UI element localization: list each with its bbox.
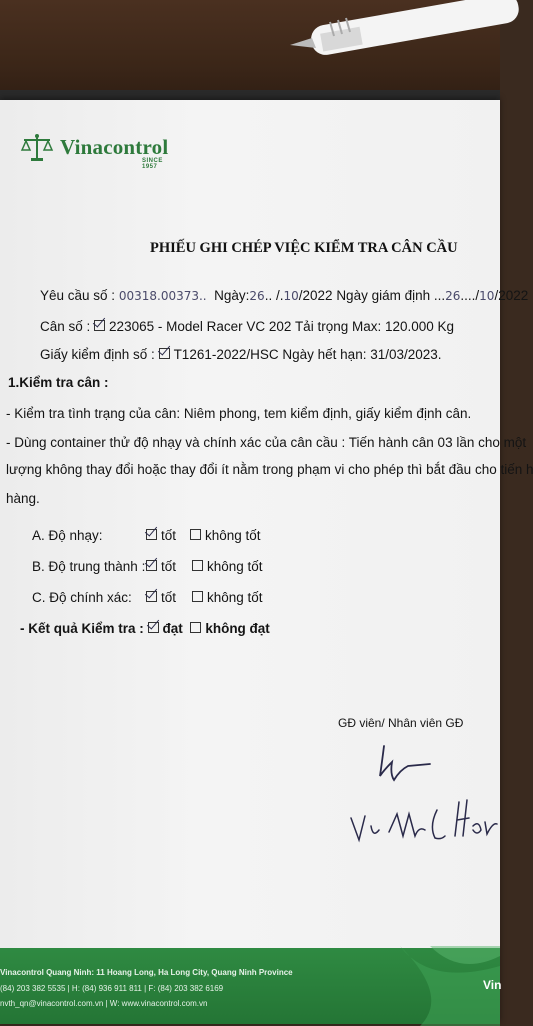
result-row [20, 621, 270, 636]
brand-since: SINCE 1957 [142, 158, 163, 170]
good-label: tốt [161, 528, 177, 543]
date-day: 26 [249, 289, 265, 303]
result-fail-checkbox[interactable] [190, 622, 201, 633]
checkbox-good[interactable] [146, 591, 157, 602]
footer-email-web: nvth_qn@vinacontrol.com.vn | W: www.vinacontrol.com.vn [0, 999, 208, 1008]
handwritten-name [345, 796, 500, 851]
checkbox-bad[interactable] [192, 560, 203, 571]
check-label: C. Độ chính xác: [32, 590, 132, 605]
check-bad-sensitivity [190, 528, 261, 543]
footer-address-text: Vinacontrol Quang Ninh: 11 Hoang Long, Ha Long City, Quang Ninh Province [0, 968, 293, 977]
result-fail: không đạt [205, 621, 270, 636]
paragraph-1: - Kiểm tra tình trạng của cân: Niêm phong, tem kiểm định, giấy kiểm định cân. [6, 406, 472, 421]
request-label: Yêu cầu số : [40, 288, 116, 303]
checkbox-good[interactable] [146, 529, 157, 540]
scale-line [40, 319, 454, 334]
result-label: - Kết quả Kiểm tra : [20, 621, 144, 636]
bad-label: không tốt [205, 528, 261, 543]
paragraph-2-line-1: - Dùng container thử độ nhạy và chính xác của cân cầu : Tiến hành cân 03 lần cho một [6, 435, 527, 450]
checkbox-bad[interactable] [192, 591, 203, 602]
check-bad-accuracy [192, 590, 263, 605]
signer-title: GĐ viên/ Nhân viên GĐ [338, 716, 464, 730]
document-title: PHIẾU GHI CHÉP VIỆC KIỂM TRA CÂN CẦU [150, 240, 458, 256]
inspect-year: /2022 [494, 288, 529, 303]
footer-address [0, 968, 293, 977]
checkbox-bad[interactable] [190, 529, 201, 540]
check-row-sensitivity [32, 528, 103, 543]
signature [370, 740, 440, 790]
scale-checkbox[interactable] [94, 320, 105, 331]
cert-no: T1261-2022/HSC [173, 347, 279, 362]
check-label: B. Độ trung thành : [32, 559, 146, 574]
paragraph-2-line-3: hàng. [6, 491, 40, 506]
vinacontrol-logo [20, 132, 169, 170]
check-row-accuracy [32, 590, 132, 605]
request-line: Yêu cầu số : 00318.00373.. Ngày:26.. /.10/2022 Ngày giám định ...26..../10/2022 [40, 288, 529, 303]
bad-label: không tốt [207, 590, 263, 605]
scale-model: - Model Racer VC 202 Tải trọng Max: 120.000 Kg [157, 319, 455, 334]
check-bad-fidelity [192, 559, 263, 574]
brand-name: Vinacontrol [60, 134, 169, 159]
footer-wave-decoration [360, 946, 500, 1026]
footer-brand-tag: Vin [483, 978, 502, 992]
scale-no-label: Cân số : [40, 319, 91, 334]
request-value: 00318.00373.. [118, 289, 207, 303]
good-label: tốt [161, 590, 177, 605]
check-good-fidelity [146, 559, 176, 574]
scale-no: 223065 [109, 319, 155, 334]
pen-image [290, 0, 520, 52]
bad-label: không tốt [207, 559, 263, 574]
date-year: /2022 [298, 288, 333, 303]
good-label: tốt [161, 559, 177, 574]
section-heading: 1.Kiểm tra cân : [8, 375, 109, 390]
cert-checkbox[interactable] [159, 348, 170, 359]
inspect-day: 26 [445, 289, 461, 303]
cert-expiry: Ngày hết hạn: 31/03/2023. [282, 347, 442, 362]
checkbox-good[interactable] [146, 560, 157, 571]
paragraph-2-line-2: lượng không thay đổi hoặc thay đổi ít nằm trong phạm vi cho phép thì bắt đầu cho tiến h [6, 462, 533, 477]
date-label: Ngày: [214, 288, 250, 303]
check-good-accuracy [146, 590, 176, 605]
scales-icon [20, 132, 54, 162]
inspect-date-label: Ngày giám định ... [336, 288, 446, 303]
cert-label: Giấy kiểm định số : [40, 347, 155, 362]
check-label: A. Độ nhạy: [32, 528, 103, 543]
date-month: 10 [283, 289, 299, 303]
result-pass: đạt [162, 621, 183, 636]
inspect-month: 10 [479, 289, 495, 303]
result-pass-checkbox[interactable] [148, 622, 159, 633]
cert-line [40, 347, 442, 362]
check-good-sensitivity [146, 528, 176, 543]
check-row-fidelity [32, 559, 145, 574]
footer-phones: (84) 203 382 5535 | H: (84) 936 911 811 | F: (84) 203 382 6169 [0, 984, 224, 993]
